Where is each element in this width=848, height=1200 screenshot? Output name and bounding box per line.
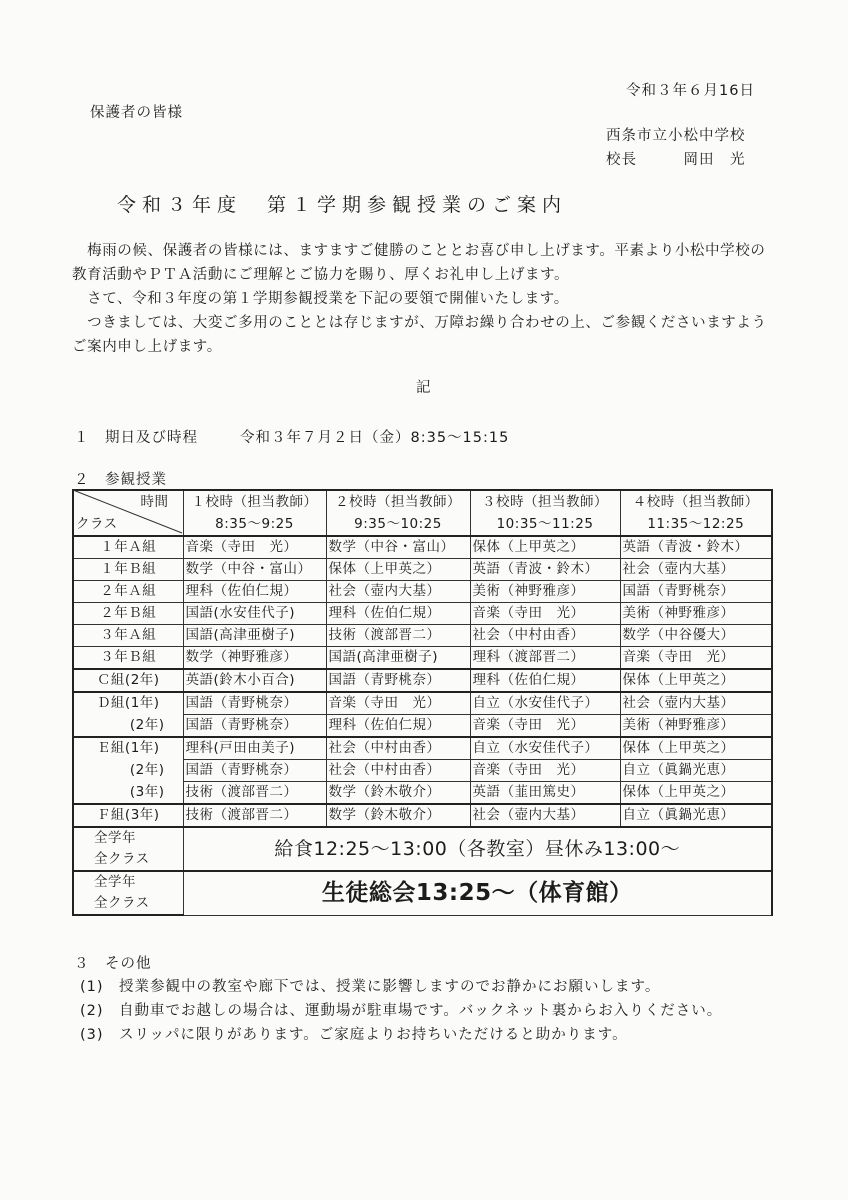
class-name: Ｆ組(3年) — [73, 804, 183, 827]
lesson-cell: 数学（鈴木敬介） — [326, 782, 470, 805]
lunch-label-grades: 全学年 — [73, 827, 183, 849]
table-row — [73, 559, 772, 581]
period-4-time: 11:35～12:25 — [620, 513, 772, 536]
table-row — [73, 737, 772, 760]
body-paragraph: さて、令和３年度の第１学期参観授業を下記の要領で開催いたします。 — [72, 291, 569, 307]
period-1-time: 8:35～9:25 — [183, 513, 326, 536]
lesson-cell: 保体（上甲英之） — [620, 669, 772, 692]
table-row — [73, 692, 772, 715]
class-name: (2年) — [73, 715, 183, 738]
lesson-cell: 英語(鈴木小百合) — [183, 669, 326, 692]
lesson-cell: 保体（上甲英之） — [470, 536, 620, 559]
lesson-cell: 保体（上甲英之） — [326, 559, 470, 581]
lesson-cell: 音楽（寺田 光） — [470, 603, 620, 625]
lesson-cell: 数学（中谷優大） — [620, 625, 772, 647]
class-name: １年Ｂ組 — [73, 559, 183, 581]
body-paragraph: つきましては、大変ご多用のこととは存じますが、万障お繰り合わせの上、ご参観くださいますようご案内申し上げます。 — [72, 315, 767, 355]
lesson-cell: 理科（佐伯仁規） — [326, 715, 470, 738]
notes-item: (3) スリッパに限りがあります。ご家庭よりお持ちいただけると助かります。 — [80, 1027, 628, 1043]
table-row — [73, 536, 772, 559]
table-row — [73, 625, 772, 647]
section1-label: １ 期日及び時程 — [74, 430, 198, 446]
table-row — [73, 782, 772, 805]
table-row — [73, 603, 772, 625]
lesson-cell: 自立（眞鍋光恵） — [620, 804, 772, 827]
lesson-cell: 保体（上甲英之） — [620, 782, 772, 805]
lesson-cell: 社会（壺内大基） — [620, 559, 772, 581]
lesson-cell: 国語(水安佳代子) — [183, 603, 326, 625]
lesson-cell: 国語(高津亜樹子) — [183, 625, 326, 647]
ki-marker: 記 — [416, 380, 432, 396]
greeting-body — [72, 239, 772, 359]
class-name: (2年) — [73, 760, 183, 782]
lunch-info: 給食12:25～13:00（各教室）昼休み13:00～ — [183, 827, 772, 871]
document-date: 令和３年６月16日 — [626, 83, 755, 99]
lesson-cell: 保体（上甲英之） — [620, 737, 772, 760]
section2-label: ２ 参観授業 — [74, 472, 167, 488]
lesson-cell: 社会（壺内大基） — [620, 692, 772, 715]
lesson-cell: 技術（渡部晋二） — [326, 625, 470, 647]
lesson-cell: 美術（神野雅彦） — [620, 715, 772, 738]
lesson-cell: 国語（青野桃奈） — [326, 669, 470, 692]
lesson-cell: 英語（韮田篤史） — [470, 782, 620, 805]
table-row — [73, 715, 772, 738]
class-name: １年Ａ組 — [73, 536, 183, 559]
lesson-cell: 理科（渡部晋二） — [470, 647, 620, 670]
notes-item: (1) 授業参観中の教室や廊下では、授業に影響しますのでお静かにお願いします。 — [80, 979, 661, 995]
table-row — [73, 669, 772, 692]
notes-item: (2) 自動車でお越しの場合は、運動場が駐車場です。バックネット裏からお入りください。 — [80, 1003, 723, 1019]
assembly-label-grades: 全学年 — [73, 871, 183, 893]
lesson-cell: 音楽（寺田 光） — [326, 692, 470, 715]
lesson-cell: 社会（中村由香） — [326, 760, 470, 782]
class-name: ２年Ｂ組 — [73, 603, 183, 625]
lesson-cell: 技術（渡部晋二） — [183, 782, 326, 805]
lesson-cell: 国語（青野桃奈） — [183, 715, 326, 738]
assembly-info: 生徒総会13:25～（体育館） — [183, 871, 772, 915]
lesson-cell: 国語（青野桃奈） — [183, 760, 326, 782]
corner-time-label: 時間 — [73, 490, 183, 513]
lesson-cell: 理科(戸田由美子) — [183, 737, 326, 760]
period-4-header: ４校時（担当教師） — [620, 490, 772, 513]
section1-value: 令和３年７月２日（金）8:35～15:15 — [240, 430, 510, 446]
lesson-cell: 音楽（寺田 光） — [470, 715, 620, 738]
lunch-row — [73, 827, 772, 849]
class-name: ３年Ｂ組 — [73, 647, 183, 670]
lesson-cell: 理科（佐伯仁規） — [183, 581, 326, 603]
lesson-cell: 音楽（寺田 光） — [620, 647, 772, 670]
addressee: 保護者の皆様 — [90, 105, 183, 121]
period-3-time: 10:35～11:25 — [470, 513, 620, 536]
school-name: 西条市立小松中学校 — [606, 128, 746, 144]
page-title: 令和３年度 第１学期参観授業のご案内 — [117, 194, 568, 216]
lesson-cell: 国語（青野桃奈） — [183, 692, 326, 715]
corner-diagonal — [72, 489, 183, 535]
lesson-cell: 数学（中谷・富山） — [183, 559, 326, 581]
period-1-header: １校時（担当教師） — [183, 490, 326, 513]
lesson-cell: 自立（水安佳代子） — [470, 737, 620, 760]
lesson-cell: 美術（神野雅彦） — [620, 603, 772, 625]
lesson-cell: 社会（壺内大基） — [326, 581, 470, 603]
assembly-row — [73, 871, 772, 893]
lesson-cell: 国語（青野桃奈） — [620, 581, 772, 603]
table-row — [73, 804, 772, 827]
lesson-cell: 美術（神野雅彦） — [470, 581, 620, 603]
lesson-cell: 理科（佐伯仁規） — [326, 603, 470, 625]
lesson-cell: 自立（水安佳代子） — [470, 692, 620, 715]
lesson-cell: 音楽（寺田 光） — [183, 536, 326, 559]
class-name: ３年Ａ組 — [73, 625, 183, 647]
corner-class-label: クラス — [73, 513, 183, 536]
lesson-cell: 技術（渡部晋二） — [183, 804, 326, 827]
section3-label: ３ その他 — [74, 956, 152, 972]
class-name: Ｅ組(1年) — [73, 737, 183, 760]
principal-name: 校長 岡田 光 — [606, 152, 746, 168]
lesson-cell: 社会（中村由香） — [470, 625, 620, 647]
period-3-header: ３校時（担当教師） — [470, 490, 620, 513]
lesson-cell: 英語（青波・鈴木） — [470, 559, 620, 581]
class-name: Ｃ組(2年) — [73, 669, 183, 692]
table-row — [73, 581, 772, 603]
lesson-cell: 自立（眞鍋光恵） — [620, 760, 772, 782]
schedule-table — [72, 489, 773, 916]
lesson-cell: 社会（中村由香） — [326, 737, 470, 760]
class-name: (3年) — [73, 782, 183, 805]
lesson-cell: 音楽（寺田 光） — [470, 760, 620, 782]
class-name: Ｄ組(1年) — [73, 692, 183, 715]
table-row — [73, 760, 772, 782]
period-2-time: 9:35～10:25 — [326, 513, 470, 536]
lesson-cell: 数学（中谷・富山） — [326, 536, 470, 559]
class-name: ２年Ａ組 — [73, 581, 183, 603]
lesson-cell: 社会（壺内大基） — [470, 804, 620, 827]
lesson-cell: 理科（佐伯仁規） — [470, 669, 620, 692]
lesson-cell: 数学（神野雅彦） — [183, 647, 326, 670]
lesson-cell: 英語（青波・鈴木） — [620, 536, 772, 559]
table-row — [73, 647, 772, 670]
lunch-label-classes: 全クラス — [73, 849, 183, 871]
lesson-cell: 数学（鈴木敬介） — [326, 804, 470, 827]
body-paragraph: 梅雨の候、保護者の皆様には、ますますご健勝のこととお喜び申し上げます。平素より小松中学校の教育活動やＰＴＡ活動にご理解とご協力を賜り、厚くお礼申し上げます。 — [72, 243, 766, 283]
period-2-header: ２校時（担当教師） — [326, 490, 470, 513]
assembly-label-classes: 全クラス — [73, 893, 183, 915]
lesson-cell: 国語(高津亜樹子) — [326, 647, 470, 670]
